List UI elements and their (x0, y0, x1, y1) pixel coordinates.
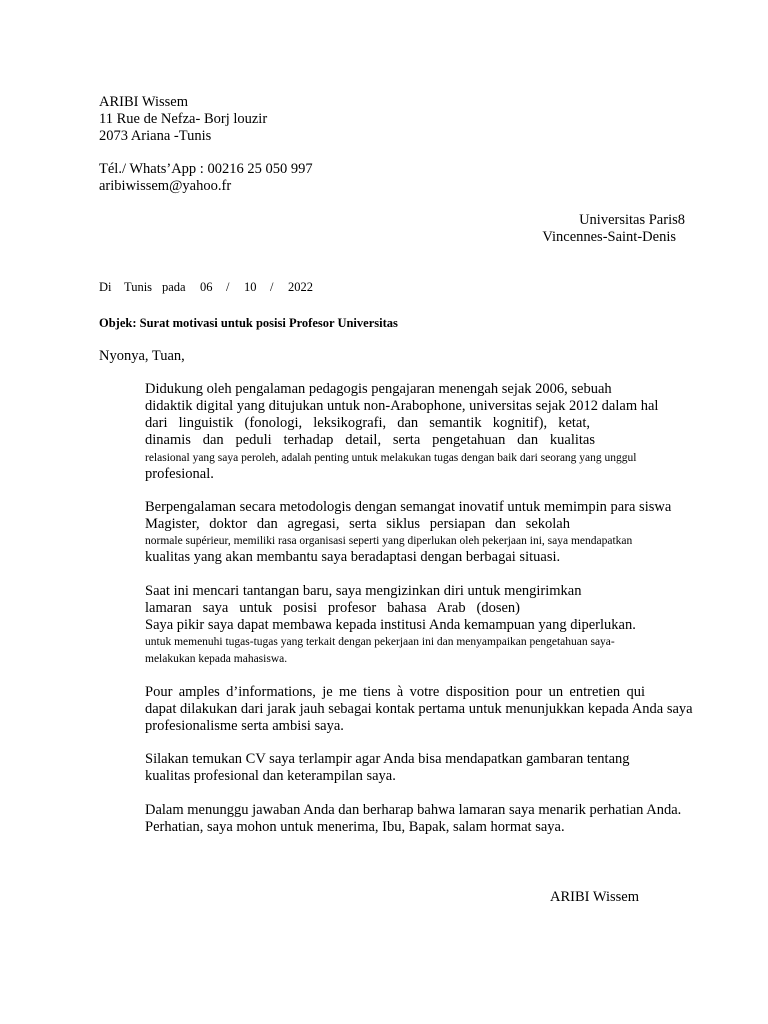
sender-address-line-2: 2073 Ariana -Tunis (99, 128, 212, 144)
paragraph-3-line: untuk memenuhi tugas-tugas yang terkait dengan pekerjaan ini dan menyampaikan pengetahuan saya- (145, 636, 615, 648)
paragraph-3-line: Saya pikir saya dapat membawa kepada institusi Anda kemampuan yang diperlukan. (145, 617, 636, 633)
paragraph-1-line: profesional. (145, 466, 214, 482)
paragraph-2-line: kualitas yang akan membantu saya beradaptasi dengan berbagai situasi. (145, 549, 561, 565)
paragraph-2-line: Magister, doktor dan agregasi, serta siklus persiapan dan sekolah (145, 516, 570, 532)
paragraph-5-line: Silakan temukan CV saya terlampir agar Anda bisa mendapatkan gambaran tentang (145, 751, 630, 767)
date-prefix: Di (99, 280, 112, 294)
paragraph-5-line: kualitas profesional dan keterampilan saya. (145, 768, 396, 784)
salutation: Nyonya, Tuan, (99, 348, 185, 364)
date-day: 06 (200, 280, 213, 294)
paragraph-1-line: dari linguistik (fonologi, leksikografi, dan semantik kognitif), ketat, (145, 415, 590, 431)
date-separator: / (226, 280, 230, 294)
sender-phone: Tél./ Whats’App : 00216 25 050 997 (99, 161, 313, 177)
paragraph-1-line: didaktik digital yang ditujukan untuk non-Arabophone, universitas sejak 2012 dalam hal (145, 398, 659, 414)
paragraph-3-line: melakukan kepada mahasiswa. (145, 653, 288, 665)
signature: ARIBI Wissem (550, 889, 639, 905)
subject-line: Objek: Surat motivasi untuk posisi Profesor Universitas (99, 316, 398, 330)
date-word: pada (162, 280, 186, 294)
paragraph-3-line: Saat ini mencari tantangan baru, saya mengizinkan diri untuk mengirimkan (145, 583, 582, 599)
sender-email: aribiwissem@yahoo.fr (99, 178, 232, 194)
paragraph-6-line: Dalam menunggu jawaban Anda dan berharap bahwa lamaran saya menarik perhatian Anda. (145, 802, 682, 818)
paragraph-1-line: Didukung oleh pengalaman pedagogis pengajaran menengah sejak 2006, sebuah (145, 381, 612, 397)
sender-address-line-1: 11 Rue de Nefza- Borj louzir (99, 111, 268, 127)
date-line (99, 279, 313, 296)
date-separator: / (270, 280, 274, 294)
date-month: 10 (244, 280, 257, 294)
date-city: Tunis (124, 280, 153, 294)
paragraph-4-line: dapat dilakukan dari jarak jauh sebagai kontak pertama untuk menunjukkan kepada Anda saya (145, 701, 693, 717)
paragraph-4-line: Pour amples d’informations, je me tiens à votre disposition pour un entretien qui (145, 684, 645, 700)
paragraph-4-line: profesionalisme serta ambisi saya. (145, 718, 344, 734)
sender-name: ARIBI Wissem (99, 94, 188, 110)
paragraph-3-line: lamaran saya untuk posisi profesor bahasa Arab (dosen) (145, 600, 520, 616)
paragraph-1-line: relasional yang saya peroleh, adalah penting untuk melakukan tugas dengan baik dari seorang yang unggul (145, 452, 637, 464)
recipient-line-1: Universitas Paris8 (579, 212, 685, 228)
date-year: 2022 (288, 280, 313, 294)
paragraph-2-line: normale supérieur, memiliki rasa organisasi seperti yang diperlukan oleh pekerjaan ini, saya mendapatkan (145, 535, 633, 547)
recipient-line-2: Vincennes-Saint-Denis (542, 229, 676, 245)
paragraph-2-line: Berpengalaman secara metodologis dengan semangat inovatif untuk memimpin para siswa (145, 499, 672, 515)
paragraph-6-line: Perhatian, saya mohon untuk menerima, Ibu, Bapak, salam hormat saya. (145, 819, 565, 835)
paragraph-1-line: dinamis dan peduli terhadap detail, serta pengetahuan dan kualitas (145, 432, 595, 448)
